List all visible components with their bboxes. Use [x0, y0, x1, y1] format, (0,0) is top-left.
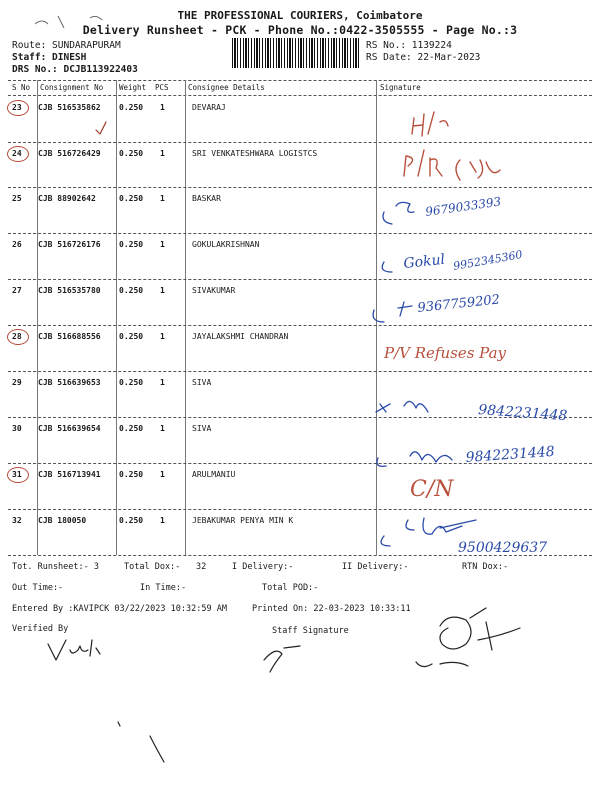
- handwritten-phone: 9679033393: [424, 194, 503, 219]
- verifier-signature: [48, 640, 100, 660]
- row-consignment: CJB 516713941: [38, 470, 101, 479]
- rs-date: RS Date: 22-Mar-2023: [366, 52, 481, 63]
- row-pcs: 1: [160, 103, 165, 112]
- verified-by-label: Verified By: [12, 624, 69, 634]
- col-signature: Signature: [380, 83, 421, 92]
- row-consignee: SIVA: [192, 424, 212, 433]
- row-sno: 30: [12, 424, 22, 433]
- col-consignee: Consignee Details: [188, 83, 265, 92]
- row-weight: 0.250: [119, 240, 144, 249]
- row-sno: 27: [12, 286, 22, 295]
- row-weight: 0.250: [119, 332, 144, 341]
- row-consignment: CJB 516639653: [38, 378, 101, 387]
- col-sno: S No: [12, 83, 31, 92]
- row-pcs: 1: [160, 240, 165, 249]
- row-weight: 0.250: [119, 470, 144, 479]
- row-pcs: 1: [160, 332, 165, 341]
- row-consignment: CJB 516726429: [38, 149, 101, 158]
- row-pcs: 1: [160, 470, 165, 479]
- tot-runsheet: Tot. Runsheet:- 3: [12, 562, 99, 572]
- row-consignee: BASKAR: [192, 194, 221, 203]
- row-sno: 24: [12, 149, 22, 158]
- col-weight: Weight: [119, 83, 147, 92]
- staff-signature-label: Staff Signature: [272, 626, 349, 636]
- row-weight: 0.250: [119, 149, 144, 158]
- row-pcs: 1: [160, 286, 165, 295]
- row-sno: 29: [12, 378, 22, 387]
- row-pcs: 1: [160, 378, 165, 387]
- row-consignee: JAYALAKSHMI CHANDRAN: [192, 332, 289, 341]
- handwritten-note: C/N: [410, 477, 454, 502]
- row-weight: 0.250: [119, 424, 144, 433]
- row-consignment: CJB 516535780: [38, 286, 101, 295]
- row-pcs: 1: [160, 194, 165, 203]
- in-time: In Time:-: [140, 583, 187, 593]
- row-consignee: ARULMANIU: [192, 470, 236, 479]
- row-pcs: 1: [160, 516, 165, 525]
- row-sno: 32: [12, 516, 22, 525]
- row-weight: 0.250: [119, 516, 144, 525]
- route-label: Route: SUNDARAPURAM: [12, 40, 121, 51]
- row-consignment: CJB 516535862: [38, 103, 101, 112]
- out-time: Out Time:-: [12, 583, 64, 593]
- col-pcs: PCS: [155, 83, 169, 92]
- row-consignee: GOKULAKRISHNAN: [192, 240, 260, 249]
- row-sno: 23: [12, 103, 22, 112]
- rtn-dox: RTN Dox:-: [462, 562, 509, 572]
- drs-number: DRS No.: DCJB113922403: [12, 64, 138, 75]
- row-weight: 0.250: [119, 286, 144, 295]
- staff-signature: [264, 646, 300, 672]
- stray-ink-mark: [118, 722, 164, 762]
- row-consignee: DEVARAJ: [192, 103, 226, 112]
- row-weight: 0.250: [119, 378, 144, 387]
- row-weight: 0.250: [119, 103, 144, 112]
- handwritten-note: P/V Refuses Pay: [384, 344, 507, 362]
- row-consignee: SRI VENKATESHWARA LOGISTCS: [192, 149, 318, 158]
- row-sno: 31: [12, 470, 22, 479]
- row-consignment: CJB 180050: [38, 516, 87, 525]
- row-consignee: SIVA: [192, 378, 212, 387]
- handwritten-phone: 9842231448: [465, 443, 556, 466]
- staff-label: Staff: DINESH: [12, 52, 87, 63]
- row-sno: 28: [12, 332, 22, 341]
- handwritten-phone: 9952345360: [452, 247, 524, 273]
- company-title: THE PROFESSIONAL COURIERS, Coimbatore: [177, 9, 423, 22]
- row-pcs: 1: [160, 149, 165, 158]
- row-sno: 26: [12, 240, 22, 249]
- row-sno: 25: [12, 194, 22, 203]
- row-pcs: 1: [160, 424, 165, 433]
- printed-on: Printed On: 22-03-2023 10:33:11: [252, 604, 411, 614]
- row-consignment: CJB 516688556: [38, 332, 101, 341]
- row-consignment: CJB 516639654: [38, 424, 101, 433]
- row-weight: 0.250: [119, 194, 144, 203]
- runsheet-subtitle: Delivery Runsheet - PCK - Phone No.:0422-3505555 - Page No.:3: [82, 23, 518, 37]
- seal-signature: [416, 608, 520, 667]
- col-consignment: Consignment No: [40, 83, 104, 92]
- handwritten-phone: 9842231448: [477, 402, 568, 425]
- entered-by: Entered By :KAVIPCK 03/22/2023 10:32:59 AM: [12, 604, 227, 614]
- row-consignment: CJB 516726176: [38, 240, 101, 249]
- total-dox-value: 32: [196, 562, 207, 572]
- handwritten-name: Gokul: [402, 251, 446, 272]
- row-consignee: SIVAKUMAR: [192, 286, 236, 295]
- total-pod: Total POD:-: [262, 583, 319, 593]
- handwritten-phone: 9367759202: [416, 292, 501, 316]
- total-dox-label: Total Dox:-: [124, 562, 181, 572]
- row-consignment: CJB 88902642: [38, 194, 96, 203]
- ii-delivery: II Delivery:-: [342, 562, 409, 572]
- rs-number: RS No.: 1139224: [366, 40, 452, 51]
- i-delivery: I Delivery:-: [232, 562, 294, 572]
- row-consignee: JEBAKUMAR PENYA MIN K: [192, 516, 294, 525]
- handwritten-phone: 9500429637: [458, 540, 548, 556]
